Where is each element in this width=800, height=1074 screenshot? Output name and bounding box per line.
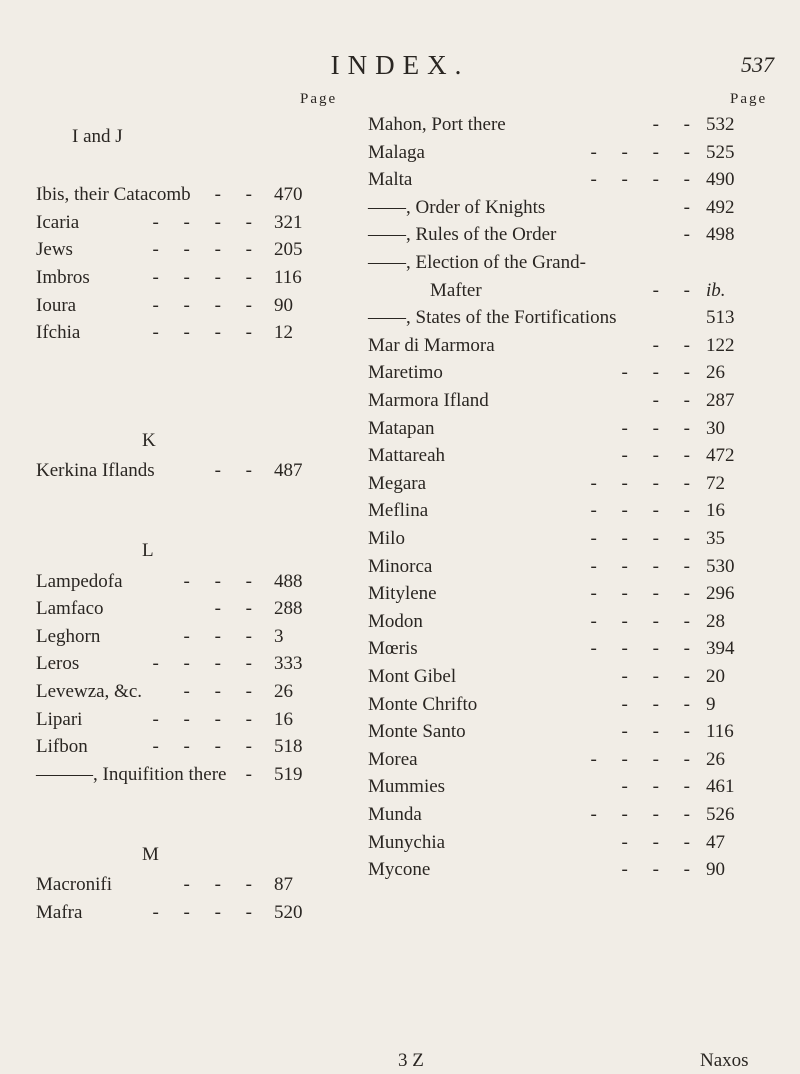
index-entry xyxy=(36,650,316,678)
entry-name: ———, Inquifition there xyxy=(36,763,227,785)
index-entry xyxy=(36,623,316,651)
entry-page: 116 xyxy=(274,267,302,288)
index-entry xyxy=(36,761,316,789)
entry-name: Kerkina Iflands xyxy=(36,460,155,482)
index-entry xyxy=(368,387,746,415)
entry-name: Monte Santo xyxy=(368,721,466,743)
entry-name: Jews xyxy=(36,239,73,261)
entry-page: 296 xyxy=(706,583,735,605)
entry-page: 30 xyxy=(706,417,725,439)
entry-name: ——, Rules of the Order xyxy=(368,224,557,246)
entry-leader: - - - xyxy=(183,874,262,896)
entry-name: Ibis, their Catacomb xyxy=(36,184,191,206)
entry-leader: - - - xyxy=(621,362,700,384)
index-entry xyxy=(36,457,316,485)
entry-name: ——, States of the Fortifications xyxy=(368,307,617,329)
entry-page: 205 xyxy=(274,239,303,261)
entry-page: 16 xyxy=(706,500,725,522)
entry-name: Levewza, &c. xyxy=(36,681,143,702)
entry-leader: - - - - xyxy=(152,211,262,233)
entry-name: Modon xyxy=(368,610,423,632)
entry-page: 90 xyxy=(274,294,293,316)
section-letter: K xyxy=(142,429,156,451)
entry-leader: - - - xyxy=(621,721,700,743)
entry-leader: - - xyxy=(214,460,262,482)
index-entry xyxy=(368,194,746,222)
entry-page: 3 xyxy=(274,625,284,647)
entry-leader: - - - - xyxy=(590,748,700,770)
entry-name: Meflina xyxy=(368,500,429,522)
entry-page: 321 xyxy=(274,211,303,233)
entry-page: 525 xyxy=(706,141,735,163)
entry-page: 26 xyxy=(706,748,725,770)
index-entry xyxy=(368,829,746,857)
entry-page: 519 xyxy=(274,763,303,785)
index-entry xyxy=(368,773,746,801)
entry-leader: - - - - xyxy=(590,500,700,522)
index-entry xyxy=(368,470,746,498)
index-entry xyxy=(368,332,746,360)
entry-name: Maretimo xyxy=(368,362,443,384)
entry-page: 287 xyxy=(706,390,735,411)
entry-name: Monte Chrifto xyxy=(368,693,478,715)
entry-name: Minorca xyxy=(368,555,433,577)
entry-leader: - - - xyxy=(621,445,700,467)
entry-leader: - - - - xyxy=(590,804,700,825)
entry-leader: - xyxy=(245,763,262,785)
index-entry xyxy=(368,553,746,581)
entry-page: 513 xyxy=(706,307,735,329)
entry-page: 530 xyxy=(706,555,735,577)
entry-leader: - - xyxy=(652,334,700,356)
entry-page: 9 xyxy=(706,693,716,715)
entry-name: Milo xyxy=(368,528,405,549)
entry-page: 470 xyxy=(274,184,303,206)
entry-name: Leros xyxy=(36,653,80,675)
entry-leader: - - - xyxy=(621,776,700,798)
page-number: 537 xyxy=(741,52,774,77)
index-entry xyxy=(368,166,746,194)
entry-name: ——, Election of the Grand- xyxy=(368,252,586,273)
entry-page: 12 xyxy=(274,322,293,344)
index-entry xyxy=(368,801,746,829)
index-entry xyxy=(36,568,316,596)
entry-page: 520 xyxy=(274,901,303,923)
entry-name: Ifchia xyxy=(36,322,81,344)
index-entry xyxy=(36,899,316,927)
entry-leader: - - - - xyxy=(152,294,262,316)
entry-name: Mafter xyxy=(430,279,482,301)
entry-name: Lamfaco xyxy=(36,598,104,620)
entry-page: 490 xyxy=(706,169,735,191)
index-entry xyxy=(368,608,746,636)
entry-page: 47 xyxy=(706,831,725,853)
entry-page: 26 xyxy=(274,681,293,702)
entry-leader: - xyxy=(683,224,700,246)
index-entry xyxy=(36,871,316,899)
index-entry xyxy=(36,292,316,320)
entry-page: 90 xyxy=(706,859,725,881)
index-entry xyxy=(36,209,316,237)
entry-leader: - - - xyxy=(621,666,700,687)
entry-leader: - - - - xyxy=(152,267,262,288)
entry-leader: - - - xyxy=(183,625,262,647)
entry-name: Lifbon xyxy=(36,736,88,758)
entry-name: Mitylene xyxy=(368,583,437,605)
left-page-heading: Page xyxy=(300,91,338,107)
entry-name: Leghorn xyxy=(36,625,101,647)
right-page-heading: Page xyxy=(730,91,768,107)
entry-page: 288 xyxy=(274,598,303,620)
section-letter: L xyxy=(142,540,154,561)
index-entry xyxy=(36,181,316,209)
entry-page: 461 xyxy=(706,776,735,798)
index-entry xyxy=(36,264,316,292)
index-entry xyxy=(368,635,746,663)
entry-leader: - - - - xyxy=(590,141,700,163)
entry-name: Morea xyxy=(368,748,418,770)
entry-name: Mœris xyxy=(368,638,418,660)
index-entry xyxy=(36,595,316,623)
entry-page: 16 xyxy=(274,708,293,730)
entry-leader: - - xyxy=(652,114,700,135)
entry-name: Macronifi xyxy=(36,874,112,896)
entry-page: 492 xyxy=(706,196,735,218)
entry-name: Imbros xyxy=(36,267,90,288)
entry-page: 72 xyxy=(706,472,725,494)
index-entry xyxy=(368,746,746,774)
entry-name: Ioura xyxy=(36,294,77,316)
index-entry xyxy=(368,856,746,884)
index-entry xyxy=(36,706,316,734)
entry-leader: - - - xyxy=(621,859,700,881)
entry-leader: - - - - xyxy=(590,528,700,549)
entry-name: Malta xyxy=(368,169,413,191)
index-entry xyxy=(36,319,316,347)
entry-page: 488 xyxy=(274,570,303,592)
entry-leader: - - - - xyxy=(590,169,700,191)
entry-leader: - - - - xyxy=(152,239,262,261)
entry-page: 498 xyxy=(706,224,735,246)
entry-leader: - - xyxy=(652,390,700,411)
index-entry xyxy=(368,221,746,249)
entry-name: Munychia xyxy=(368,831,446,853)
entry-leader: - - - - xyxy=(590,583,700,605)
entry-page: 20 xyxy=(706,666,725,687)
entry-leader: - - - - xyxy=(152,736,262,758)
entry-name: Mycone xyxy=(368,859,431,881)
index-entry xyxy=(368,415,746,443)
entry-page: 122 xyxy=(706,334,735,356)
entry-name: Mont Gibel xyxy=(368,666,457,687)
entry-name: Matapan xyxy=(368,417,435,439)
index-entry xyxy=(368,718,746,746)
index-entry xyxy=(368,139,746,167)
entry-name: ——, Order of Knights xyxy=(368,196,546,218)
index-entry xyxy=(368,304,746,332)
entry-page: 87 xyxy=(274,874,293,896)
entry-leader: - - - xyxy=(183,681,262,702)
entry-leader: - - xyxy=(214,598,262,620)
entry-leader: - - - - xyxy=(152,322,262,344)
index-entry xyxy=(368,277,746,305)
entry-page: 518 xyxy=(274,736,303,758)
index-entry xyxy=(36,236,316,264)
entry-name: Marmora Ifland xyxy=(368,390,489,411)
entry-page: 394 xyxy=(706,638,735,660)
entry-name: Icaria xyxy=(36,211,80,233)
entry-name: Malaga xyxy=(368,141,425,163)
entry-leader: - - - - xyxy=(590,610,700,632)
entry-page: 333 xyxy=(274,653,303,675)
entry-page: 487 xyxy=(274,460,303,482)
entry-name: Mattareah xyxy=(368,445,446,467)
entry-page: 526 xyxy=(706,804,735,825)
entry-page: ib. xyxy=(706,279,726,301)
index-entry xyxy=(368,525,746,553)
entry-leader: - - - xyxy=(621,831,700,853)
entry-page: 35 xyxy=(706,528,725,549)
index-entry xyxy=(368,359,746,387)
entry-page: 28 xyxy=(706,610,725,632)
entry-leader: - - xyxy=(214,184,262,206)
section-letter: I and J xyxy=(72,126,123,147)
index-entry xyxy=(368,580,746,608)
entry-page: 26 xyxy=(706,362,725,384)
entry-leader: - - xyxy=(652,279,700,301)
entry-leader: - xyxy=(683,196,700,218)
entry-name: Lipari xyxy=(36,708,83,730)
entry-page: 532 xyxy=(706,114,735,135)
entry-leader: - - - - xyxy=(590,555,700,577)
page-title: INDEX. xyxy=(330,50,470,80)
index-entry xyxy=(368,111,746,139)
entry-name: Mahon, Port there xyxy=(368,114,506,135)
catchword: Naxos xyxy=(700,1050,749,1071)
signature-mark: 3 Z xyxy=(398,1050,424,1071)
index-entry xyxy=(368,249,746,277)
entry-name: Mafra xyxy=(36,901,83,923)
index-entry xyxy=(368,691,746,719)
index-entry xyxy=(368,663,746,691)
index-entry xyxy=(36,733,316,761)
entry-page: 472 xyxy=(706,445,735,467)
entry-leader: - - - - xyxy=(590,638,700,660)
entry-page: 116 xyxy=(706,721,734,743)
index-entry xyxy=(368,442,746,470)
section-letter: M xyxy=(142,843,159,865)
entry-leader: - - - - xyxy=(152,708,262,730)
index-entry xyxy=(36,678,316,706)
entry-name: Mar di Marmora xyxy=(368,334,495,356)
entry-leader: - - - - xyxy=(590,472,700,494)
entry-name: Megara xyxy=(368,472,427,494)
entry-leader: - - - - xyxy=(152,901,262,923)
entry-leader: - - - xyxy=(183,570,262,592)
entry-name: Munda xyxy=(368,804,422,825)
entry-name: Lampedofa xyxy=(36,570,123,592)
entry-leader: - - - - xyxy=(152,653,262,675)
index-entry xyxy=(368,497,746,525)
entry-name: Mummies xyxy=(368,776,446,798)
entry-leader: - - - xyxy=(621,417,700,439)
entry-leader: - - - xyxy=(621,693,700,715)
